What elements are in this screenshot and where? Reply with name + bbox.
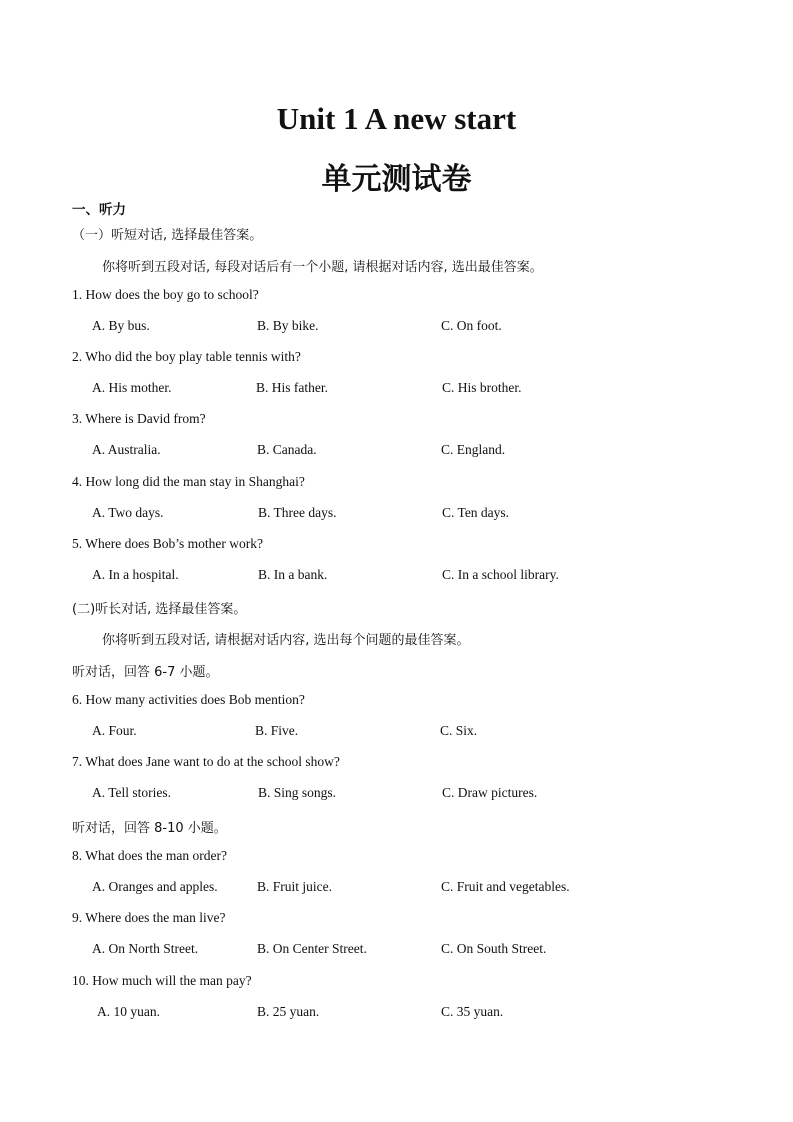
option-a: A. On North Street. [92,941,199,956]
option-a: A. 10 yuan. [97,1004,160,1019]
question-text: 5. Where does Bob’s mother work? [72,536,263,551]
page-subtitle: 单元测试卷 [321,162,472,197]
option-a: A. Australia. [92,442,161,457]
option-b: B. His father. [256,380,328,395]
option-b: B. By bike. [257,318,319,333]
section-heading-listening: 一、听力 [72,202,126,218]
option-c: C. On South Street. [441,941,547,956]
option-a: A. His mother. [92,380,172,395]
option-a: A. Oranges and apples. [92,879,218,894]
part2-heading: (二)听长对话, 选择最佳答案。 [72,602,247,617]
option-b: B. Five. [255,723,299,738]
part2-instruction: 你将听到五段对话, 请根据对话内容, 选出每个问题的最佳答案。 [102,633,470,648]
option-b: B. Sing songs. [258,785,337,800]
option-b: B. Three days. [258,505,337,520]
option-a: A. Tell stories. [92,785,172,800]
option-a: A. In a hospital. [92,567,179,582]
option-c: C. In a school library. [442,567,559,582]
option-b: B. Canada. [257,442,317,457]
option-c: C. His brother. [442,380,522,395]
option-a: A. Two days. [92,505,164,520]
question-text: 1. How does the boy go to school? [72,287,259,302]
question-text: 10. How much will the man pay? [72,973,252,988]
question-text: 3. Where is David from? [72,411,206,426]
question-text: 9. Where does the man live? [72,910,226,925]
option-c: C. Ten days. [442,505,510,520]
option-b: B. On Center Street. [257,941,367,956]
group-note-6-7: 听对话，回答 6-7 小题。 [72,665,219,680]
question-text: 4. How long did the man stay in Shanghai? [72,474,305,489]
question-text: 7. What does Jane want to do at the school show? [72,754,340,769]
group-note-8-10: 听对话，回答 8-10 小题。 [72,821,227,836]
option-c: C. Six. [440,723,478,738]
option-c: C. England. [441,442,506,457]
question-text: 2. Who did the boy play table tennis with? [72,349,301,364]
option-c: C. On foot. [441,318,502,333]
option-b: B. In a bank. [258,567,328,582]
option-a: A. By bus. [92,318,150,333]
part1-heading: （一）听短对话, 选择最佳答案。 [72,228,263,243]
option-c: C. 35 yuan. [441,1004,504,1019]
part1-instruction: 你将听到五段对话, 每段对话后有一个小题, 请根据对话内容, 选出最佳答案。 [102,260,543,275]
option-b: B. Fruit juice. [257,879,332,894]
option-b: B. 25 yuan. [257,1004,320,1019]
option-a: A. Four. [92,723,137,738]
option-c: C. Draw pictures. [442,785,538,800]
question-text: 8. What does the man order? [72,848,227,863]
option-c: C. Fruit and vegetables. [441,879,570,894]
page-title: Unit 1 A new start [276,101,517,136]
question-text: 6. How many activities does Bob mention? [72,692,305,707]
